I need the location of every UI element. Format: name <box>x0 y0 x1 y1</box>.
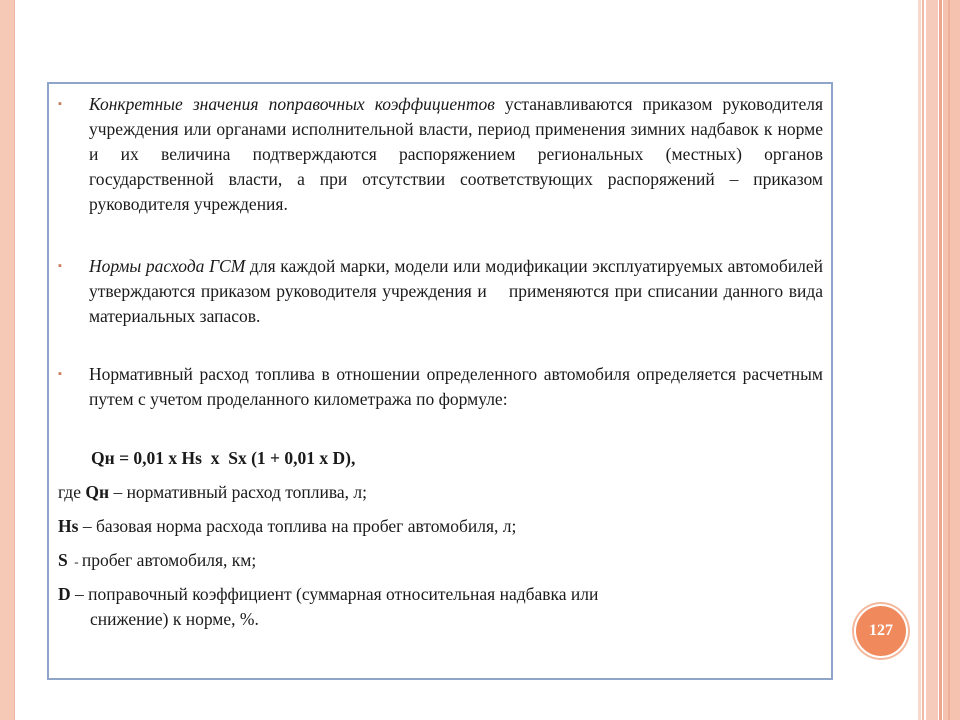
definition-d <box>58 582 823 632</box>
bullet-icon: ▪ <box>58 260 62 272</box>
definition-symbol-hs: Hs <box>58 516 79 536</box>
definition-prefix: где <box>58 482 86 502</box>
definition-hs <box>58 514 823 539</box>
bullet-paragraph-3 <box>58 362 823 412</box>
definition-s <box>58 548 823 574</box>
bullet-paragraph-2 <box>58 254 828 329</box>
content-box <box>47 82 833 680</box>
definition-text-hs: – базовая норма расхода топлива на пробег автомобиля, л; <box>78 516 517 536</box>
definition-dash-s: - <box>67 554 82 569</box>
definition-symbol-qn: Qн <box>85 482 110 502</box>
bullet-text-3: Нормативный расход топлива в отношении определенного автомобиля определяется расчетным путем с учетом проделанного километража по формуле: <box>89 364 823 409</box>
left-frame-stripe <box>0 0 14 720</box>
bullet-text-2: для каждой марки, модели или модификации эксплуатируемых автомобилей утверждаются приказом руководителя учреждения и применяются при списании данного вида материальных запасов. <box>89 256 828 326</box>
definition-text-s: пробег автомобиля, км; <box>81 550 257 570</box>
fuel-formula: Qн = 0,01 х Hs х Sх (1 + 0,01 х D), <box>91 448 356 468</box>
bullet-icon: ▪ <box>58 368 62 380</box>
definition-symbol-s: S <box>58 550 68 570</box>
definition-text-d: – поправочный коэффициент (суммарная относительная надбавка или <box>70 584 599 604</box>
bullet-lead-2: Нормы расхода ГСМ <box>89 256 246 276</box>
page-number-badge: 127 <box>856 606 906 656</box>
bullet-lead-1: Конкретные значения поправочных коэффициентов <box>89 94 495 114</box>
definition-symbol-d: D <box>58 584 71 604</box>
definition-continuation-d: снижение) к норме, %. <box>90 609 259 629</box>
bullet-text-1: устанавливаются приказом руководителя учреждения или органами исполнительной власти, период применения зимних надбавок к норме и их величина подтверждаются распоряжением региональных (местных) органов государственной власти, а при отсутствии соответствующих распоряжений – приказом руководителя учреждения. <box>89 94 823 214</box>
definition-qn <box>58 480 823 505</box>
definition-text-qn: – нормативный расход топлива, л; <box>109 482 368 502</box>
right-frame-stripes <box>918 0 960 720</box>
bullet-icon: ▪ <box>58 98 62 110</box>
bullet-paragraph-1 <box>58 92 823 217</box>
